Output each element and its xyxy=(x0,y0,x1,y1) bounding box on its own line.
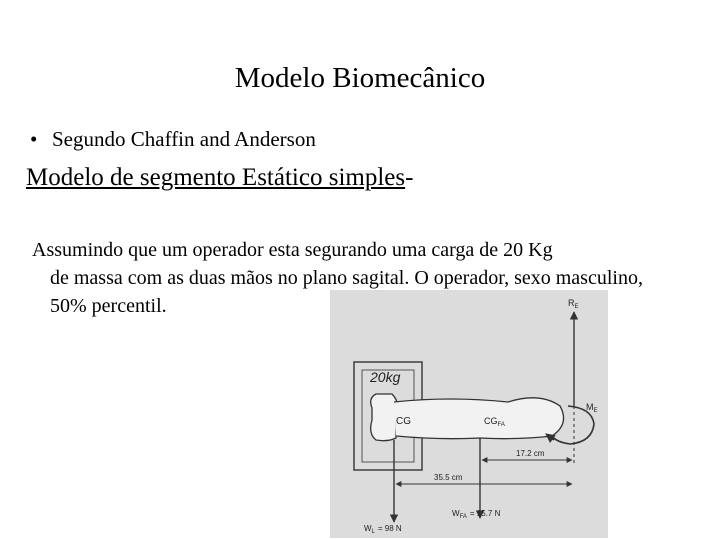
distance-1-label: 17.2 cm xyxy=(516,449,545,458)
moment-sub: E xyxy=(593,408,598,414)
bullet-marker: • xyxy=(30,127,38,151)
slide-title: Modelo Biomecânico xyxy=(234,62,486,94)
bullet-text: Segundo Chaffin and Anderson xyxy=(52,127,316,151)
load-weight-main: W xyxy=(364,524,372,533)
reaction-force-main: R xyxy=(568,298,575,308)
body-rest: de massa com as duas mãos no plano sagital. O operador, sexo masculino, 50% percentil. xyxy=(50,267,643,317)
hand-shape xyxy=(371,394,398,441)
load-weight-value: = 98 N xyxy=(377,524,402,533)
bullet-item xyxy=(30,127,316,152)
forearm-weight-main: W xyxy=(452,509,460,518)
load-weight-sub: L xyxy=(371,529,375,535)
forearm-weight-value: = 15.7 N xyxy=(469,509,501,518)
distance-2-label: 35.5 cm xyxy=(434,473,463,482)
forearm-weight-sub: FA xyxy=(459,514,467,520)
cg-forearm-main: CG xyxy=(484,416,498,426)
section-subtitle xyxy=(26,164,413,192)
biomechanics-figure xyxy=(330,290,608,538)
subtitle-suffix: - xyxy=(405,164,414,191)
reaction-force-sub: E xyxy=(574,304,579,310)
moment-main: M xyxy=(586,402,594,412)
subtitle-text: Modelo de segmento Estático simples xyxy=(26,164,406,191)
forearm-diagram xyxy=(330,290,608,538)
body-first-line: Assumindo que um operador esta segurando uma carga de 20 Kg xyxy=(32,239,553,261)
cg-hand-label: CG xyxy=(396,416,411,427)
forearm-shape xyxy=(394,398,564,439)
load-label: 20kg xyxy=(370,369,401,385)
cg-forearm-sub: FA xyxy=(497,422,505,428)
